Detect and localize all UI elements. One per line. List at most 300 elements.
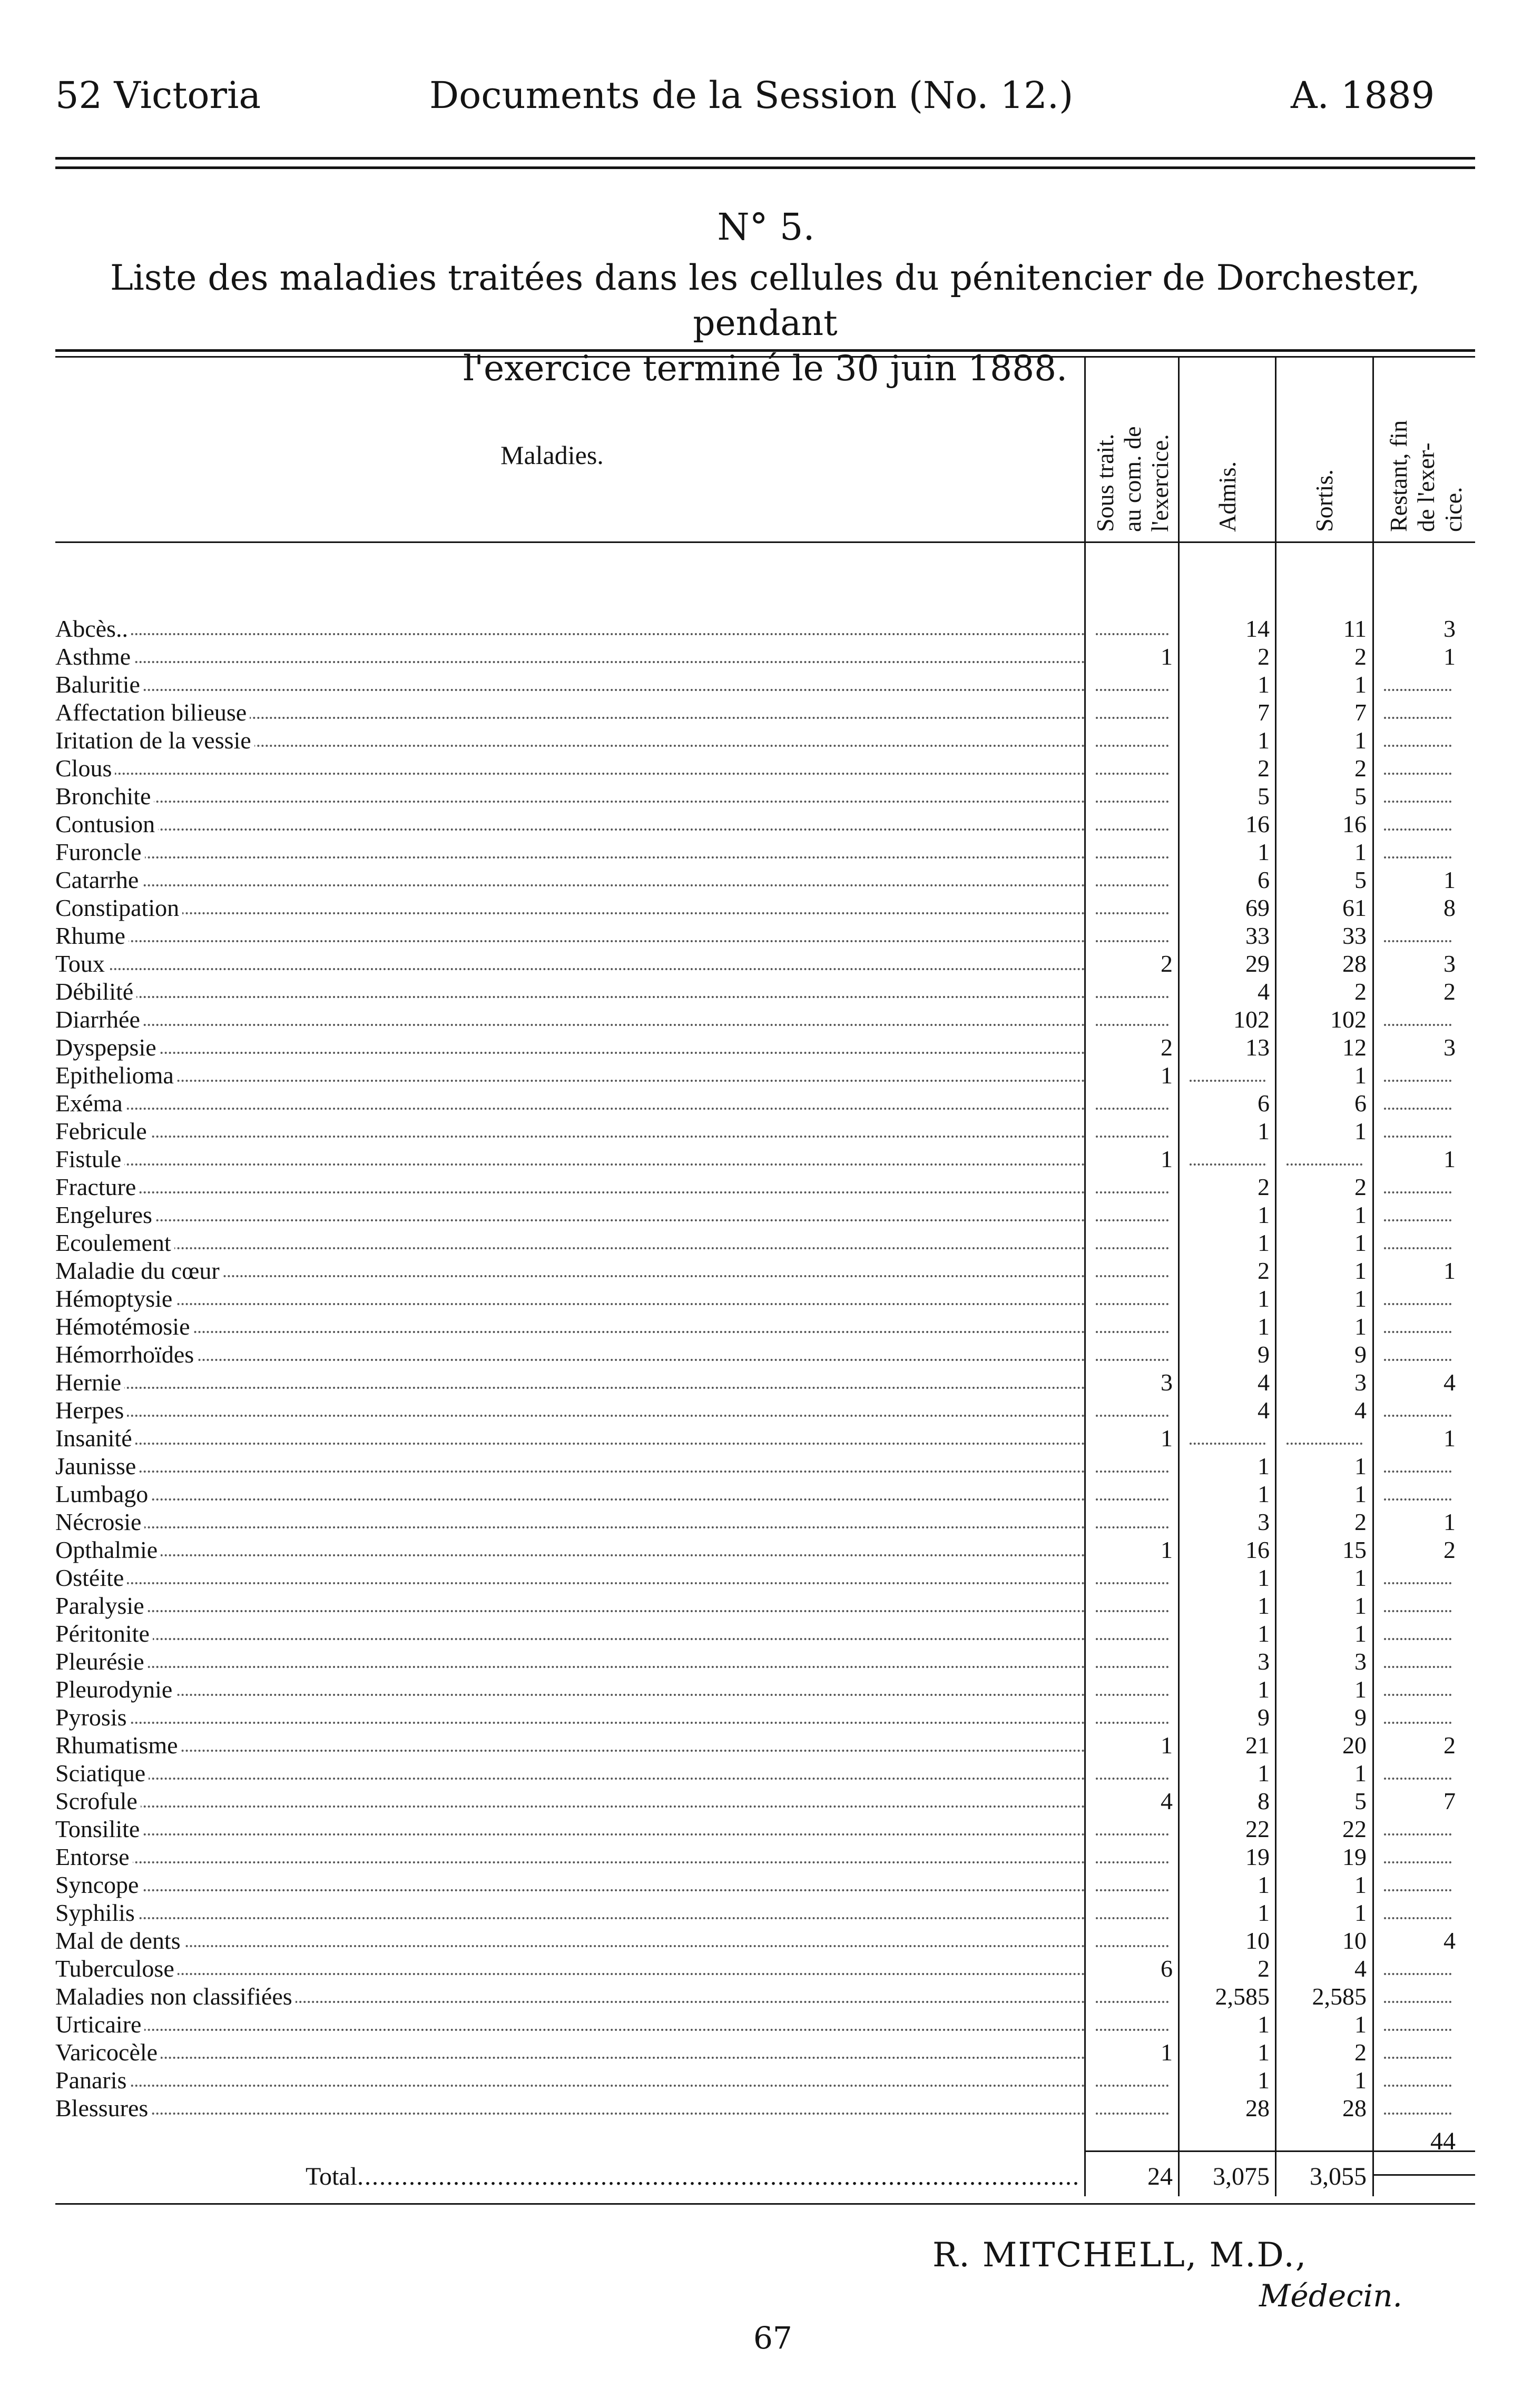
table-row [0,1005,1532,1033]
table-row [0,1703,1532,1731]
table-cell: 33 [1342,922,1367,949]
table-cell: 1 [1258,2067,1270,2094]
table-cell: 1 [1354,2067,1367,2094]
table-cell [1088,782,1173,810]
table-row [0,782,1532,810]
table-cell [1182,1424,1270,1452]
disease-name: Panaris [55,2066,1085,2094]
table-cell [1088,1592,1173,1620]
header-documents: Documents de la Session (No. 12.) [429,74,1074,117]
column-header-sous-trait [1088,363,1177,537]
table-cell [1088,1117,1173,1145]
table-cell [1088,1564,1173,1592]
table-cell [1377,922,1456,950]
table-cell: 1 [1354,1257,1367,1284]
table-cell: 4 [1443,1927,1456,1954]
table-cell: 1 [1258,671,1270,698]
table-cell [1088,1312,1173,1340]
table-cell: 1 [1354,1871,1367,1898]
column-header-text [1092,426,1174,532]
table-cell [1377,1201,1456,1229]
column-header-line: Sortis. [1311,469,1338,532]
table-cell: 3 [1354,1648,1367,1675]
table-cell [1377,726,1456,754]
column-header-text [1311,469,1338,532]
column-header-line: Restant, fin [1385,420,1412,532]
table-cell: 69 [1245,894,1270,921]
table-cell: 5 [1354,783,1367,810]
table-row [0,754,1532,782]
table-cell: 3 [1258,1508,1270,1535]
table-cell [1088,1927,1173,1955]
table-row [0,1424,1532,1452]
table-cell [1377,1871,1456,1899]
table-cell [1279,1424,1367,1452]
table-cell [1088,1843,1173,1871]
disease-name: Toux [55,950,1085,978]
disease-name: Clous [55,754,1085,782]
signature-role: Médecin. [1259,2278,1402,2314]
table-cell: 3 [1443,615,1456,642]
table-cell: 4 [1258,978,1270,1005]
table-cell: 2 [1354,755,1367,782]
table-cell [1088,838,1173,866]
disease-name: Débilité [55,978,1085,1005]
table-cell [1088,1452,1173,1480]
header-rule-bottom [55,166,1475,169]
table-cell: 1 [1258,1899,1270,1926]
table-row [0,726,1532,754]
table-row [0,1536,1532,1564]
table-cell [1377,1480,1456,1508]
table-cell [1088,1201,1173,1229]
table-cell [1088,1089,1173,1117]
table-cell: 1 [1354,1118,1367,1144]
table-row [0,1061,1532,1089]
disease-name: Pleurésie [55,1647,1085,1675]
total-label: Total.................................................................................................. [306,2163,1080,2190]
table-cell: 1 [1258,1285,1270,1312]
table-cell: 2 [1258,643,1270,670]
disease-name: Hémoptysie [55,1285,1085,1312]
column-header-text [1385,420,1467,532]
disease-name: Rhume [55,922,1085,950]
disease-name: Constipation [55,894,1085,922]
table-cell [1377,670,1456,698]
disease-name: Sciatique [55,1759,1085,1787]
table-row [0,1257,1532,1285]
table-cell: 2 [1354,978,1367,1005]
table-cell: 16 [1342,811,1367,837]
disease-name: Pyrosis [55,1703,1085,1731]
table-cell: 1 [1354,727,1367,754]
table-cell: 2 [1354,1508,1367,1535]
table-cell: 2 [1443,1732,1456,1759]
disease-name: Asthme [55,643,1085,670]
table-cell: 19 [1245,1843,1270,1870]
table-row [0,978,1532,1005]
table-cell [1088,1480,1173,1508]
table-row [0,1843,1532,1871]
table-cell [1088,866,1173,894]
table-cell: 3 [1161,1369,1173,1396]
table-cell [1377,1173,1456,1201]
table-cell: 3 [1443,1034,1456,1061]
table-cell: 33 [1245,922,1270,949]
table-cell: 1 [1443,1425,1456,1452]
table-row [0,838,1532,866]
table-cell: 1 [1258,727,1270,754]
table-cell: 7 [1443,1788,1456,1814]
table-cell: 22 [1245,1815,1270,1842]
table-cell [1377,782,1456,810]
table-cell: 1 [1258,1620,1270,1647]
table-cell: 1 [1443,1508,1456,1535]
table-cell [1088,1340,1173,1368]
table-cell [1088,978,1173,1005]
table-cell [1088,2066,1173,2094]
title-line-2: l'exercice terminé le 30 juin 1888. [463,348,1068,389]
total-restant-rule [1372,2174,1475,2176]
table-cell: 10 [1342,1927,1367,1954]
column-header-line: Admis. [1214,461,1241,532]
total-label-text: Total [306,2163,357,2190]
total-sous-trait: 24 [1147,2163,1173,2190]
disease-name: Affectation bilieuse [55,698,1085,726]
table-cell: 2 [1161,950,1173,977]
table-cell: 19 [1342,1843,1367,1870]
table-cell [1088,754,1173,782]
table-cell: 1 [1258,1760,1270,1787]
disease-name: Hémotémosie [55,1312,1085,1340]
disease-name: Ostéite [55,1564,1085,1592]
table-cell: 9 [1258,1704,1270,1731]
table-cell: 1 [1354,1229,1367,1256]
table-row [0,1871,1532,1899]
table-cell: 1 [1258,1453,1270,1479]
table-cell: 2 [1354,1173,1367,1200]
table-cell [1377,1452,1456,1480]
column-header-line: Sous trait. [1092,433,1118,532]
column-header-admis [1182,363,1273,537]
disease-name: Blessures [55,2094,1085,2122]
table-cell [1377,1647,1456,1675]
table-cell [1377,1982,1456,2010]
column-header-maladies: Maladies. [500,440,604,470]
table-row [0,1285,1532,1312]
table-cell: 22 [1342,1815,1367,1842]
table-cell: 2,585 [1312,1983,1367,2010]
table-cell: 1 [1443,643,1456,670]
table-row [0,615,1532,643]
table-cell: 1 [1354,1620,1367,1647]
table-cell: 11 [1343,615,1367,642]
table-cell [1377,2094,1456,2122]
disease-name: Engelures [55,1201,1085,1229]
table-cell: 2 [1258,755,1270,782]
disease-name: Maladie du cœur [55,1257,1085,1285]
table-cell [1088,698,1173,726]
table-row [0,1731,1532,1759]
disease-name: Ecoulement [55,1229,1085,1257]
table-cell [1088,1173,1173,1201]
disease-name: Paralysie [55,1592,1085,1620]
table-cell: 28 [1342,2095,1367,2121]
table-cell: 6 [1161,1955,1173,1982]
table-cell: 4 [1161,1788,1173,1814]
table-cell: 1 [1443,1257,1456,1284]
table-cell: 7 [1258,699,1270,726]
table-row [0,922,1532,950]
table-cell: 9 [1354,1341,1367,1368]
table-cell [1377,838,1456,866]
table-cell [1088,1982,1173,2010]
table-cell: 1 [1258,1313,1270,1340]
table-cell [1377,1592,1456,1620]
table-cell: 1 [1161,1062,1173,1089]
table-cell: 8 [1443,894,1456,921]
table-cell [1377,2010,1456,2038]
disease-name: Péritonite [55,1620,1085,1647]
table-cell [1377,1229,1456,1257]
table-top-rule [55,349,1475,352]
disease-name: Nécrosie [55,1508,1085,1536]
table-cell [1088,922,1173,950]
document-number: N° 5. [717,205,815,249]
table-row [0,950,1532,978]
table-cell [1377,1955,1456,1982]
table-cell [1377,1340,1456,1368]
table-cell [1088,1229,1173,1257]
table-cell [1377,1312,1456,1340]
total-admis: 3,075 [1213,2163,1270,2190]
disease-name: Febricule [55,1117,1085,1145]
table-cell: 4 [1443,1369,1456,1396]
table-cell [1088,615,1173,643]
column-header-text [1214,461,1241,532]
disease-name: Urticaire [55,2010,1085,2038]
total-restant: 44 [1430,2127,1456,2155]
table-row [0,1982,1532,2010]
table-cell [1088,1620,1173,1647]
disease-name: Exéma [55,1089,1085,1117]
table-cell [1088,1508,1173,1536]
table-cell [1377,2066,1456,2094]
table-cell [1377,1620,1456,1647]
table-cell: 1 [1354,2011,1367,2038]
table-header-rule [55,541,1475,543]
disease-name: Contusion [55,810,1085,838]
table-cell [1088,2010,1173,2038]
table-cell [1377,1396,1456,1424]
column-header-line: cice. [1440,487,1467,532]
table-row [0,643,1532,670]
disease-name: Bronchite [55,782,1085,810]
table-cell: 1 [1258,1871,1270,1898]
table-cell: 1 [1354,1676,1367,1703]
disease-name: Iritation de la vessie [55,726,1085,754]
table-row [0,2038,1532,2066]
disease-name: Hémorrhoïdes [55,1340,1085,1368]
table-cell [1377,2038,1456,2066]
table-cell: 1 [1354,838,1367,865]
table-row [0,1564,1532,1592]
table-cell [1377,1703,1456,1731]
table-row [0,1229,1532,1257]
table-cell: 3 [1258,1648,1270,1675]
table-cell: 1 [1258,1676,1270,1703]
signature: R. MITCHELL, M.D., [932,2236,1308,2275]
table-row [0,1899,1532,1927]
disease-name: Insanité [55,1424,1085,1452]
table-cell: 1 [1258,1564,1270,1591]
table-cell: 9 [1258,1341,1270,1368]
table-cell: 29 [1245,950,1270,977]
table-cell [1088,670,1173,698]
page-number: 67 [753,2320,792,2356]
table-cell: 1 [1258,1201,1270,1228]
table-cell: 6 [1258,1090,1270,1117]
table-row [0,2066,1532,2094]
table-row [0,2094,1532,2122]
table-cell [1088,1675,1173,1703]
table-cell [1377,754,1456,782]
table-cell: 1 [1258,838,1270,865]
table-cell: 20 [1342,1732,1367,1759]
table-cell: 2 [1354,2039,1367,2066]
column-header-line: de l'exer- [1412,442,1439,532]
table-cell [1377,1564,1456,1592]
table-cell [1377,1675,1456,1703]
table-cell: 1 [1258,1229,1270,1256]
table-cell [1088,1396,1173,1424]
table-cell [1088,1703,1173,1731]
table-row [0,2010,1532,2038]
header-session: 52 Victoria [55,74,261,117]
disease-name: Entorse [55,1843,1085,1871]
table-cell: 1 [1354,1313,1367,1340]
disease-name: Dyspepsie [55,1033,1085,1061]
disease-name: Furoncle [55,838,1085,866]
table-cell: 2 [1258,1257,1270,1284]
table-row [0,1368,1532,1396]
table-cell [1088,2094,1173,2122]
table-cell: 4 [1258,1397,1270,1424]
table-row [0,1089,1532,1117]
table-cell: 61 [1342,894,1367,921]
table-row [0,1815,1532,1843]
column-header-sortis [1279,363,1370,537]
table-cell: 1 [1161,643,1173,670]
table-cell [1377,1005,1456,1033]
table-cell: 21 [1245,1732,1270,1759]
disease-name: Epithelioma [55,1061,1085,1089]
disease-name: Opthalmie [55,1536,1085,1564]
table-cell: 1 [1258,1481,1270,1507]
table-row [0,1340,1532,1368]
disease-name: Rhumatisme [55,1731,1085,1759]
table-cell [1377,1061,1456,1089]
table-cell: 1 [1161,1732,1173,1759]
disease-name: Varicocèle [55,2038,1085,2066]
disease-name: Catarrhe [55,866,1085,894]
table-cell: 1 [1354,1760,1367,1787]
disease-name: Tonsilite [55,1815,1085,1843]
table-cell: 1 [1258,2039,1270,2066]
table-row [0,866,1532,894]
table-cell [1088,1005,1173,1033]
table-cell [1088,810,1173,838]
table-row [0,1955,1532,1982]
table-row [0,1396,1532,1424]
disease-name: Syncope [55,1871,1085,1899]
table-cell [1088,1647,1173,1675]
table-cell: 9 [1354,1704,1367,1731]
table-cell [1377,1285,1456,1312]
disease-name: Jaunisse [55,1452,1085,1480]
table-cell: 13 [1245,1034,1270,1061]
table-cell [1377,1089,1456,1117]
table-cell [1088,894,1173,922]
disease-name: Baluritie [55,670,1085,698]
table-cell: 102 [1233,1006,1270,1033]
title-line-1: Liste des maladies traitées dans les cellules du pénitencier de Dorchester, pendant [110,258,1421,343]
table-cell [1088,1871,1173,1899]
table-cell: 2 [1443,978,1456,1005]
table-row [0,1480,1532,1508]
table-cell: 12 [1342,1034,1367,1061]
table-row [0,1592,1532,1620]
table-cell: 1 [1354,1592,1367,1619]
table-cell: 10 [1245,1927,1270,1954]
table-cell [1182,1145,1270,1173]
table-cell: 1 [1258,1118,1270,1144]
table-row [0,1927,1532,1955]
header-year: A. 1889 [1291,74,1435,117]
table-cell [1377,1759,1456,1787]
table-cell: 1 [1443,866,1456,893]
table-cell: 1 [1258,2011,1270,2038]
table-cell: 1 [1354,1481,1367,1507]
total-sortis: 3,055 [1310,2163,1367,2190]
table-cell: 28 [1342,950,1367,977]
table-cell: 1 [1258,1592,1270,1619]
table-cell: 5 [1258,783,1270,810]
table-row [0,894,1532,922]
table-cell: 1 [1354,671,1367,698]
table-row [0,1647,1532,1675]
table-row [0,670,1532,698]
table-cell: 1 [1161,1536,1173,1563]
table-cell: 1 [1443,1146,1456,1172]
table-row [0,1312,1532,1340]
table-row [0,1145,1532,1173]
table-cell: 102 [1330,1006,1367,1033]
table-cell: 1 [1354,1453,1367,1479]
table-cell: 1 [1161,1146,1173,1172]
disease-name: Diarrhée [55,1005,1085,1033]
table-cell [1088,1899,1173,1927]
table-cell: 28 [1245,2095,1270,2121]
table-cell: 2 [1258,1173,1270,1200]
table-cell [1088,1759,1173,1787]
table-cell [1088,1257,1173,1285]
disease-name: Fistule [55,1145,1085,1173]
table-cell: 2 [1258,1955,1270,1982]
disease-name: Maladies non classifiées [55,1982,1085,2010]
table-top-rule-thin [55,356,1475,358]
table-cell [1377,1117,1456,1145]
